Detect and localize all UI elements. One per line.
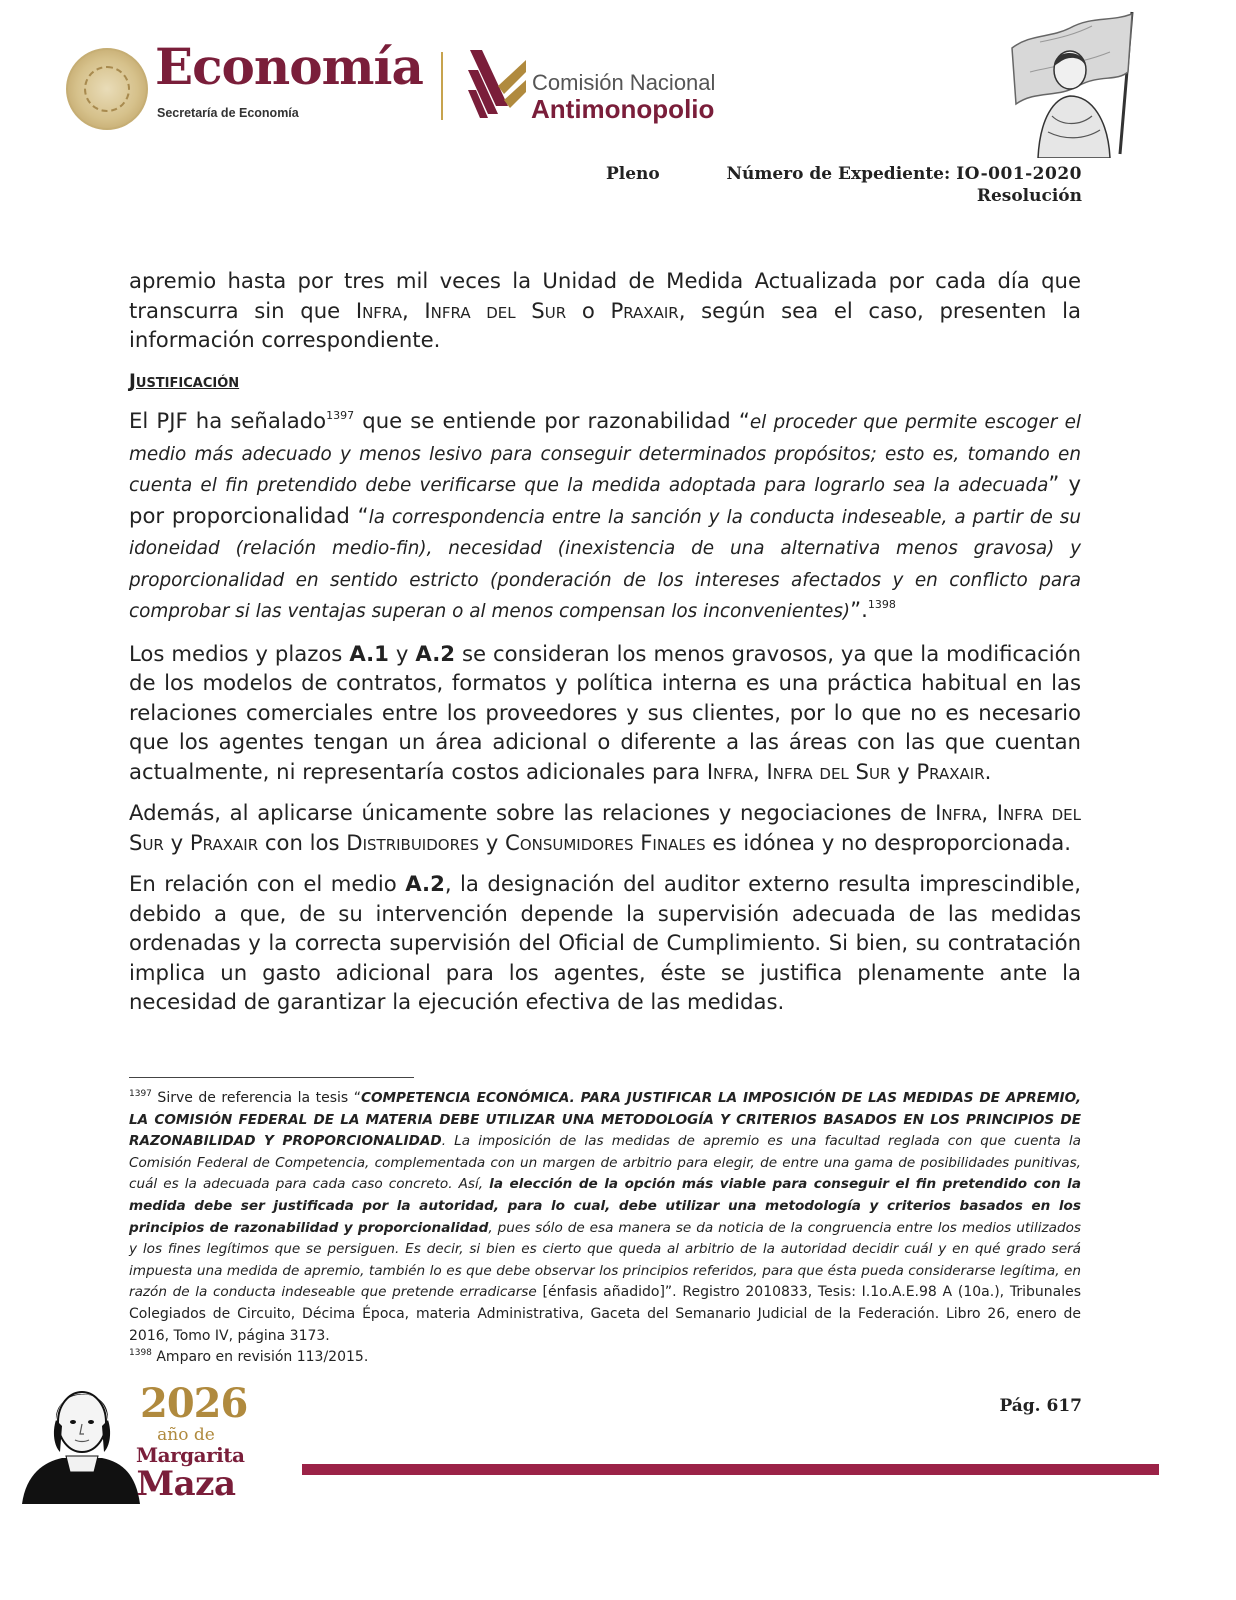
seal-inner-ring bbox=[84, 66, 130, 112]
measure-ref: A.1 bbox=[349, 640, 389, 666]
commemorative-year: 2026 bbox=[140, 1380, 248, 1427]
section-heading: Justificación bbox=[129, 370, 240, 392]
party-name: Infra del Sur bbox=[129, 800, 1081, 855]
party-name: Praxair bbox=[189, 829, 259, 855]
ministry-title: Economía bbox=[155, 37, 423, 96]
paragraph-4: Además, al aplicarse únicamente sobre las relaciones y negociaciones de Infra, Infra del Sur y Praxair con los Distribuidores y Consumidores Finales es idónea y no desproporcionada. bbox=[129, 800, 1081, 855]
agency-name-line1: Comisión Nacional bbox=[532, 70, 716, 95]
paragraph-2: El PJF ha señalado$^{1397}$ que se entiende por razonabilidad “el proceder que permite escoger el medio más adecuado y menos lesivo para conseguir determinados propósitos; esto es, tomando en cuenta el fin pretendido debe verificarse que la medida adoptada para lograrlo sea la adecuada” y por proporcionalidad “la correspondencia entre la sanción y la conducta indeseable, a partir de su idoneidad (relación medio-fin), necesidad (inexistencia de una alternativa menos gravosa) y proporcionalidad en sentido estricto (ponderación de los intereses afectados y en conflicto para comprobar si las ventajas superan o al menos compensan los inconvenientes)”.$^{1398}$ bbox=[129, 408, 1081, 622]
document-body bbox=[129, 266, 1081, 1029]
woman-with-flag-icon bbox=[1000, 8, 1148, 158]
footnotes bbox=[129, 1088, 1081, 1369]
party-name: Infra bbox=[706, 758, 753, 784]
party-name: Praxair bbox=[916, 758, 985, 784]
agency-name-line2: Antimonopolio bbox=[531, 94, 715, 124]
defined-term: Distribuidores bbox=[346, 829, 480, 855]
party-name: Infra bbox=[935, 800, 982, 825]
measure-ref: A.2 bbox=[415, 640, 456, 666]
footnote-ref-1397[interactable]: 1397 bbox=[326, 409, 355, 422]
paragraph-1: apremio hasta por tres mil veces la Unidad de Medida Actualizada por cada día que transcurra sin que Infra, Infra del Sur o Praxair, según sea el caso, presenten la información correspondiente. bbox=[129, 268, 1081, 352]
footer-bar bbox=[302, 1464, 1159, 1475]
expediente-line bbox=[726, 164, 1082, 184]
footnote-separator bbox=[129, 1077, 414, 1078]
footnote-number: 1397 bbox=[129, 1089, 152, 1099]
paragraph-5: En relación con el medio A.2, la designación del auditor externo resulta imprescindible, debido a que, de su intervención depende la supervisión adecuada de las medidas ordenadas y la correcta supervisión del Oficial de Cumplimiento. Si bien, su contratación implica un gasto adicional para los agentes, éste se justifica plenamente ante la necesidad de garantizar la ejecución efectiva de las medidas. bbox=[129, 871, 1081, 1014]
footnote-number: 1398 bbox=[129, 1348, 152, 1359]
commemorative-name-first: Margarita bbox=[136, 1443, 245, 1467]
emphasis: la elección de la opción más viable para conseguir el fin pretendido con la medida debe ser justificada por la autoridad, para lo cual, debe utilizar una metodología y criterios basados en los principios de razonabilidad y proporcionalidad bbox=[129, 1176, 1081, 1236]
commemorative-name-last: Maza bbox=[136, 1464, 236, 1504]
body-label: Pleno bbox=[606, 164, 660, 184]
document-type: Resolución bbox=[976, 186, 1082, 206]
defined-term: Consumidores Finales bbox=[505, 829, 706, 855]
margarita-maza-portrait-icon bbox=[22, 1376, 140, 1504]
commemorative-year-of: año de bbox=[157, 1425, 215, 1445]
footnote-1398: $^{1398}$ Amparo en revisión 113/2015. bbox=[129, 1348, 369, 1366]
party-name: Infra del Sur bbox=[766, 758, 891, 784]
quote-razonabilidad: el proceder que permite escoger el medio más adecuado y menos lesivo para conseguir determinados propósitos; esto es, tomando en cuenta el fin pretendido debe verificarse que la medida adoptada para lograrlo sea la adecuada bbox=[129, 412, 1081, 496]
page-number: Pág. 617 bbox=[999, 1396, 1082, 1416]
expediente-label: Número de Expediente: bbox=[726, 164, 951, 184]
cna-logo-icon bbox=[468, 46, 528, 120]
thesis-title: COMPETENCIA ECONÓMICA. PARA JUSTIFICAR LA IMPOSICIÓN DE LAS MEDIDAS DE APREMIO, LA COMISIÓN FEDERAL DE LA MATERIA DEBE UTILIZAR UNA METODOLOGÍA Y CRITERIOS BASADOS EN LOS PRINCIPIOS DE RAZONABILIDAD Y PROPORCIONALIDAD bbox=[129, 1090, 1081, 1150]
footnote-ref-1398[interactable]: 1398 bbox=[867, 598, 896, 611]
party-name: Infra del Sur bbox=[424, 297, 567, 323]
footnote-1397: $^{1397}$ Sirve de referencia la tesis “COMPETENCIA ECONÓMICA. PARA JUSTIFICAR LA IMPOSICIÓN DE LAS MEDIDAS DE APREMIO, LA COMISIÓN FEDERAL DE LA MATERIA DEBE UTILIZAR UNA METODOLOGÍA Y CRITERIOS BASADOS EN LOS PRINCIPIOS DE RAZONABILIDAD Y PROPORCIONALIDAD. La imposición de las medidas de apremio es una facultad reglada con que cuenta la Comisión Federal de Competencia, complementada con un margen de arbitrio para elegir, de entre una gama de posibilidades punitivas, cuál es la adecuada para cada caso concreto. Así, la elección de la opción más viable para conseguir el fin pretendido con la medida debe ser justificada por la autoridad, para lo cual, debe utilizar una metodología y criterios basados en los principios de razonabilidad y proporcionalidad, pues sólo de esa manera se da noticia de la congruencia entre los medios utilizados y los fines legítimos que se persiguen. Es decir, si bien es cierto que queda al arbitrio de la autoridad decidir cuál y en qué grado será impuesta una medida de apremio, también lo es que debe observar los principios referidos, para que ésta pueda considerarse legítima, en razón de la conducta indeseable que pretende erradicarse [énfasis añadido]”. Registro 2010833, Tesis: I.1o.A.E.98 A (10a.), Tribunales Colegiados de Circuito, Décima Época, materia Administrativa, Gaceta del Semanario Judicial de la Federación. Libro 26, enero de 2016, Tomo IV, página 3173. bbox=[129, 1089, 1081, 1344]
header-divider bbox=[441, 52, 443, 120]
party-name: Infra bbox=[355, 297, 403, 323]
party-name: Praxair bbox=[610, 297, 679, 323]
measure-ref: A.2 bbox=[405, 871, 445, 896]
expediente-value: IO-001-2020 bbox=[956, 164, 1082, 184]
quote-proporcionalidad: la correspondencia entre la sanción y la conducta indeseable, a partir de su idoneidad (relación medio-fin), necesidad (inexistencia de una alternativa menos gravosa) y proporcionalidad en sentido estricto (ponderación de los intereses afectados y en conflicto para comprobar si las ventajas superan o al menos compensan los inconvenientes) bbox=[129, 506, 1081, 622]
paragraph-3: Los medios y plazos A.1 y A.2 se consideran los menos gravosos, ya que la modificación de los modelos de contratos, formatos y política interna es una práctica habitual en las relaciones comerciales entre los proveedores y sus clientes, por lo que no es necesario que los agentes tengan un área adicional o diferente a las áreas con las que cuentan actualmente, ni representaría costos adicionales para Infra, Infra del Sur y Praxair. bbox=[129, 640, 1081, 784]
ministry-subtitle: Secretaría de Economía bbox=[157, 106, 299, 120]
